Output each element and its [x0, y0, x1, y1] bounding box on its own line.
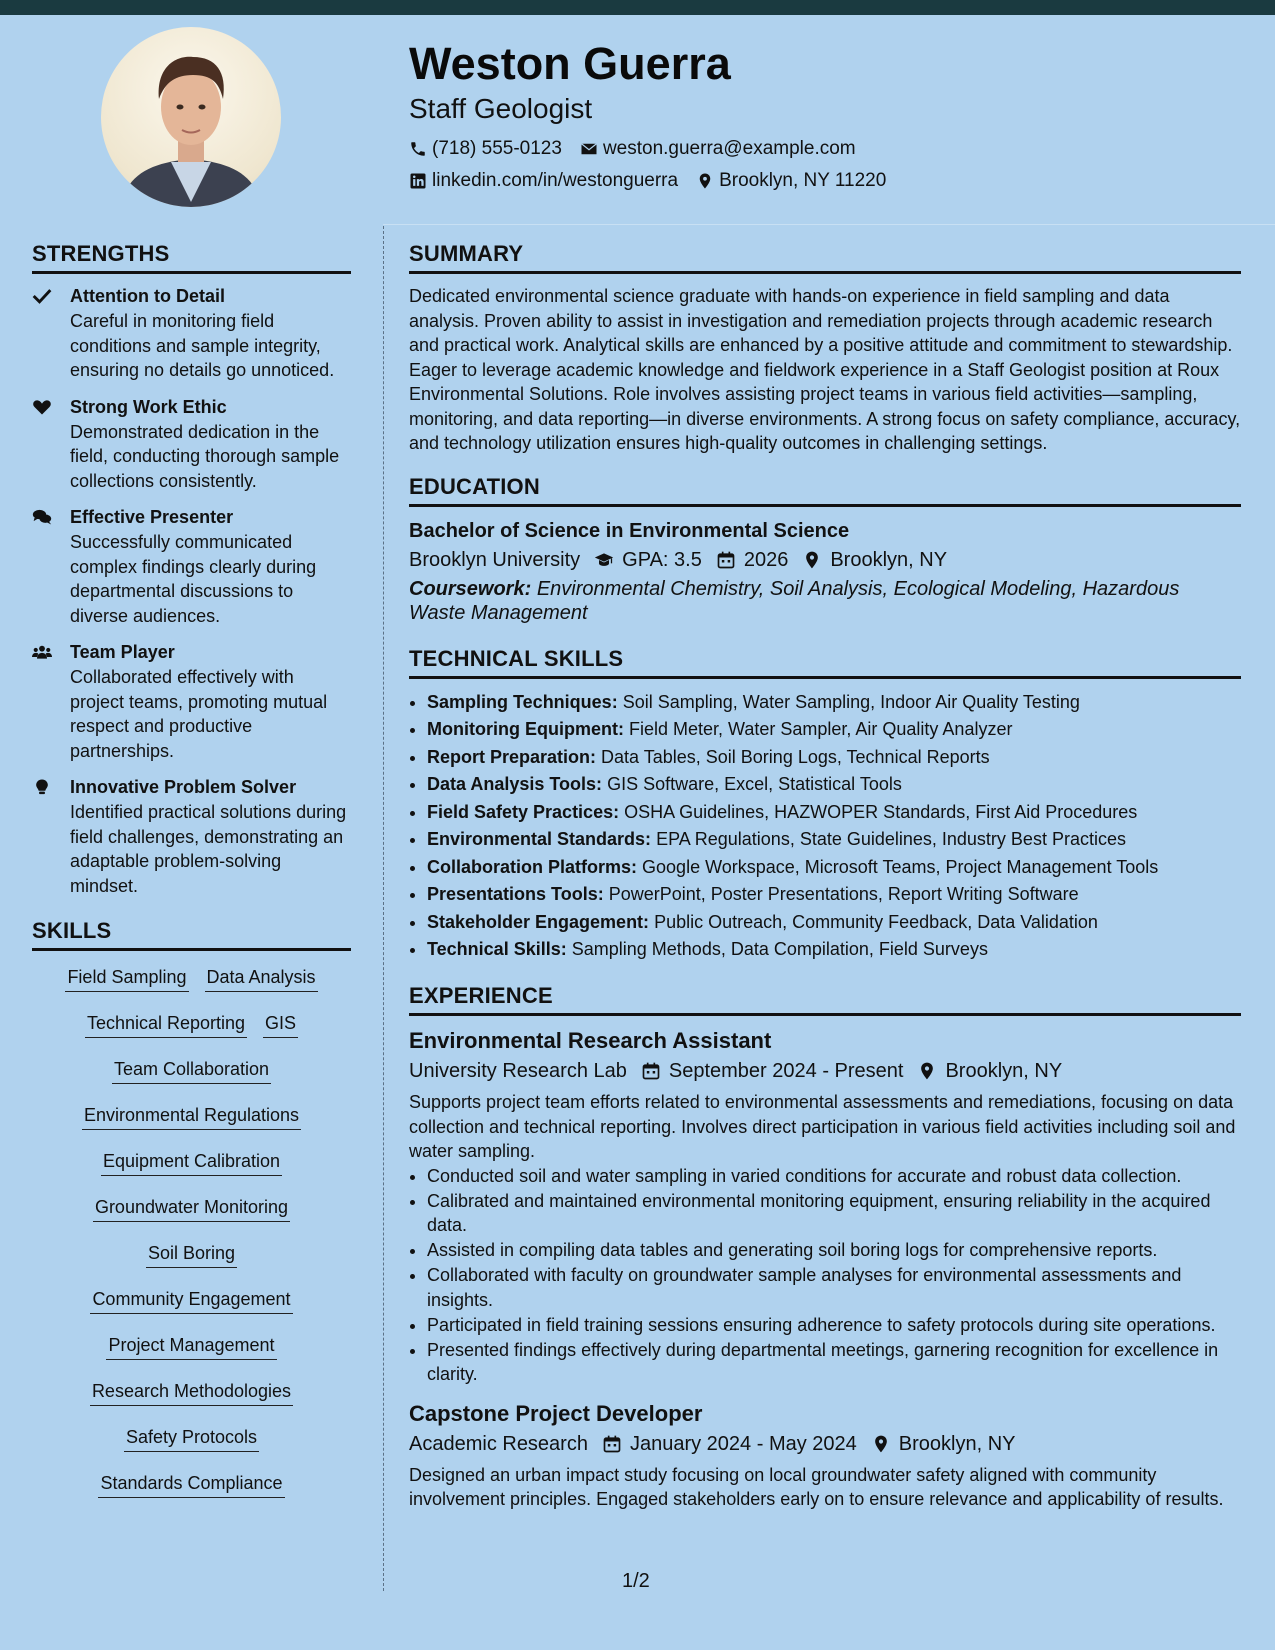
- tech-label: Report Preparation:: [427, 746, 597, 767]
- calendar-icon: [641, 1061, 661, 1081]
- skill-chip: Soil Boring: [146, 1241, 237, 1268]
- phone-text: (718) 555-0123: [432, 138, 562, 160]
- list-item: • Calibrated and maintained environmental monitoring equipment, ensuring reliability in the acquired data.: [427, 1189, 1241, 1238]
- skill-chip: Groundwater Monitoring: [93, 1195, 290, 1222]
- summary-text: Dedicated environmental science graduate with hands-on experience in field sampling and data analysis. Proven ability to assist in investigation and remediation projects through academic research and practical work. Analytical skills are enhanced by a positive attitude and commitment to stewardship. Eager to leverage academic knowledge and fieldwork experience in a Staff Geologist position at Roux Environmental Solutions. Role involves assisting project teams in various field activities—sampling, monitoring, and data reporting—in diverse environments. A strong focus on safety compliance, accuracy, and technology utilization ensures high-quality outcomes in challenging settings.: [409, 286, 1241, 453]
- tech-label: Sampling Techniques:: [427, 691, 618, 712]
- tech-value: OSHA Guidelines, HAZWOPER Standards, First Aid Procedures: [624, 801, 1138, 822]
- education-degree: Bachelor of Science in Environmental Science: [409, 519, 850, 542]
- job-title: Capstone Project Developer: [409, 1400, 703, 1426]
- calendar-icon: [716, 550, 736, 570]
- graduation-cap-icon: [594, 550, 614, 570]
- list-item: • Collaborated with faculty on groundwater sample analyses for environmental assessments and insights.: [427, 1263, 1241, 1312]
- skill-chip: Community Engagement: [90, 1287, 292, 1314]
- list-item: [427, 799, 1241, 826]
- strength-desc: Collaborated effectively with project teams, promoting mutual respect and productive partnerships.: [70, 667, 328, 761]
- job-location: Brooklyn, NY: [945, 1060, 1063, 1082]
- skills-list: [32, 965, 351, 1517]
- tech-value: GIS Software, Excel, Statistical Tools: [607, 774, 902, 794]
- list-item: • Presented findings effectively during departmental meetings, garnering recognition for excellence in clarity.: [427, 1338, 1241, 1387]
- contact-line-1: [409, 133, 1229, 165]
- tech-label: Field Safety Practices:: [427, 801, 620, 822]
- list-item: [427, 689, 1241, 716]
- strength-title: Innovative Problem Solver: [70, 777, 297, 797]
- list-item: • Assisted in compiling data tables and generating soil boring logs for comprehensive reports.: [427, 1238, 1241, 1263]
- skill-chip: Research Methodologies: [90, 1379, 293, 1406]
- contact-line-2: [409, 165, 1229, 197]
- education-location: Brooklyn, NY: [830, 548, 948, 571]
- tech-value: Data Tables, Soil Boring Logs, Technical Reports: [601, 746, 990, 767]
- location-pin-icon: [871, 1434, 891, 1454]
- portrait-icon: [101, 27, 281, 207]
- page-number: 1/2: [622, 1570, 650, 1592]
- location-pin-icon: [917, 1061, 937, 1081]
- education-year: 2026: [743, 548, 789, 571]
- tech-value: Sampling Methods, Data Compilation, Field Surveys: [571, 939, 988, 959]
- list-item: [427, 744, 1241, 771]
- strength-item: [32, 640, 351, 763]
- tech-label: Presentations Tools:: [427, 884, 604, 904]
- calendar-icon: [602, 1434, 622, 1454]
- job-org: University Research Lab: [409, 1060, 627, 1082]
- list-item: • Conducted soil and water sampling in varied conditions for accurate and robust data collection.: [427, 1164, 1241, 1189]
- strength-item: [32, 775, 351, 898]
- resume-header: [409, 38, 1229, 197]
- list-item: [427, 909, 1241, 936]
- linkedin-item[interactable]: [409, 165, 678, 197]
- strength-title: Strong Work Ethic: [70, 396, 227, 417]
- technical-skills-title: TECHNICAL SKILLS: [409, 646, 1241, 679]
- tech-value: Field Meter, Water Sampler, Air Quality Analyzer: [628, 719, 1013, 739]
- tech-value: Google Workspace, Microsoft Teams, Project Management Tools: [642, 856, 1159, 877]
- skills-title: SKILLS: [32, 918, 351, 951]
- coursework-list: Environmental Chemistry, Soil Analysis, Ecological Modeling, Hazardous Waste Management: [409, 577, 1180, 624]
- skill-chip: GIS: [263, 1011, 298, 1038]
- right-column: [409, 241, 1241, 1512]
- tech-value: PowerPoint, Poster Presentations, Report Writing Software: [608, 884, 1079, 904]
- tech-label: Technical Skills:: [427, 939, 567, 959]
- strength-title: Attention to Detail: [70, 286, 225, 306]
- strength-title: Effective Presenter: [70, 507, 234, 527]
- job-org: Academic Research: [409, 1432, 588, 1455]
- strength-item: [32, 395, 351, 494]
- education-title: EDUCATION: [409, 474, 1241, 507]
- skill-chip: Standards Compliance: [98, 1471, 284, 1498]
- skill-chip: Team Collaboration: [112, 1057, 271, 1084]
- strength-item: [32, 284, 351, 383]
- skill-chip: Environmental Regulations: [82, 1103, 301, 1130]
- top-bar: [0, 0, 1275, 15]
- location-pin-icon: [696, 172, 714, 190]
- strength-desc: Careful in monitoring field conditions and sample integrity, ensuring no details go unnoticed.: [70, 311, 335, 380]
- tech-label: Collaboration Platforms:: [427, 856, 638, 877]
- job-meta: [409, 1429, 1241, 1459]
- job-description: Supports project team efforts related to environmental assessments and remediations, focusing on data collection and technical reporting. Involves direct participation in various field activities including soil and water sampling.: [409, 1092, 1236, 1161]
- skill-chip: Equipment Calibration: [101, 1149, 282, 1176]
- job-dates: January 2024 - May 2024: [629, 1432, 857, 1455]
- coursework-label: Coursework:: [409, 577, 532, 600]
- linkedin-icon: [409, 172, 427, 190]
- tech-value: EPA Regulations, State Guidelines, Industry Best Practices: [656, 829, 1126, 849]
- list-item: [427, 854, 1241, 881]
- job-meta: [409, 1056, 1241, 1086]
- job-title: Environmental Research Assistant: [409, 1028, 772, 1053]
- list-item: [427, 771, 1241, 798]
- tech-label: Stakeholder Engagement:: [427, 911, 650, 932]
- lightbulb-icon: [32, 775, 56, 898]
- phone-item: [409, 133, 562, 165]
- strength-title: Team Player: [70, 642, 175, 662]
- skill-chip: Project Management: [106, 1333, 276, 1360]
- location-pin-icon: [802, 550, 822, 570]
- list-item: [427, 881, 1241, 908]
- skill-chip: Data Analysis: [205, 965, 318, 992]
- job-description: Designed an urban impact study focusing on local groundwater safety aligned with community involvement principles. Engaged stakeholders early on to ensure relevance and applicability of results.: [409, 1464, 1224, 1509]
- column-divider: [383, 226, 384, 1591]
- skill-chip: Field Sampling: [65, 965, 188, 992]
- profile-photo: [101, 27, 281, 207]
- location-text: Brooklyn, NY 11220: [719, 170, 887, 192]
- strength-desc: Demonstrated dedication in the field, conducting thorough sample collections consistently.: [70, 421, 340, 491]
- candidate-name: Weston Guerra: [409, 38, 731, 89]
- education-meta: [409, 545, 1241, 575]
- tech-label: Environmental Standards:: [427, 829, 652, 849]
- coursework: [409, 577, 1241, 626]
- technical-skills-list: [409, 689, 1241, 964]
- skill-chip: Safety Protocols: [124, 1425, 259, 1452]
- experience-title: EXPERIENCE: [409, 983, 1241, 1016]
- comments-icon: [32, 505, 56, 628]
- tech-value: Public Outreach, Community Feedback, Data Validation: [654, 911, 1098, 932]
- users-icon: [32, 640, 56, 763]
- envelope-icon: [580, 140, 598, 158]
- education-school: Brooklyn University: [409, 548, 581, 571]
- candidate-role: Staff Geologist: [409, 92, 593, 124]
- left-column: [32, 241, 351, 1517]
- strengths-title: STRENGTHS: [32, 241, 351, 274]
- job-location: Brooklyn, NY: [898, 1432, 1016, 1455]
- check-icon: [32, 284, 56, 383]
- education-gpa: GPA: 3.5: [622, 548, 702, 571]
- location-item: [696, 165, 886, 197]
- job-dates: September 2024 - Present: [668, 1060, 904, 1082]
- tech-label: Monitoring Equipment:: [427, 719, 624, 739]
- list-item: [427, 826, 1241, 853]
- summary-title: SUMMARY: [409, 241, 1241, 274]
- header-divider: [383, 224, 1275, 225]
- strength-desc: Identified practical solutions during field challenges, demonstrating an adaptable problem-solving mindset.: [70, 802, 347, 896]
- email-link[interactable]: weston.guerra@example.com: [602, 138, 856, 160]
- tech-value: Soil Sampling, Water Sampling, Indoor Air Quality Testing: [622, 691, 1080, 712]
- job-bullets: [409, 1164, 1241, 1387]
- linkedin-link[interactable]: linkedin.com/in/westonguerra: [432, 170, 679, 192]
- list-item: • Participated in field training sessions ensuring adherence to safety protocols during site operations.: [427, 1313, 1241, 1338]
- phone-icon: [409, 140, 427, 158]
- list-item: [427, 716, 1241, 743]
- tech-label: Data Analysis Tools:: [427, 774, 603, 794]
- skill-chip: Technical Reporting: [85, 1011, 247, 1038]
- heart-icon: [32, 395, 56, 494]
- email-item[interactable]: [580, 133, 856, 165]
- list-item: [427, 936, 1241, 963]
- strength-item: [32, 505, 351, 628]
- strength-desc: Successfully communicated complex findings clearly during departmental discussions to diverse audiences.: [70, 532, 317, 626]
